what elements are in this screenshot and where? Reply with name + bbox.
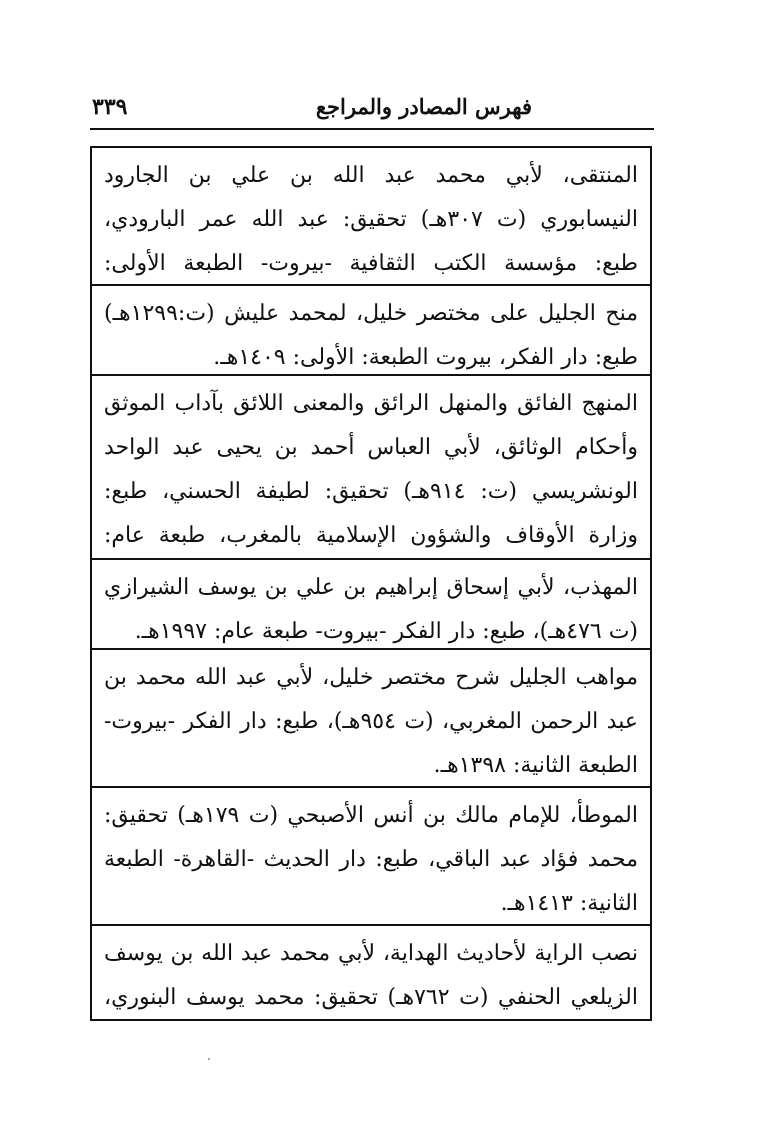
page-title: فهرس المصادر والمراجع — [315, 94, 532, 119]
bibliography-entry: المنهج الفائق والمنهل الرائق والمعنى اللائق بآداب الموثق وأحكام الوثائق، لأبي العباس أحمد بن يحيى عبد الواحد الونشريسي (ت: ٩١٤هـ) تحقيق: لطيفة الحسني، طبع: وزارة الأوقاف والشؤون الإسلامية بالمغرب، طبعة عام: — [92, 376, 650, 560]
page-number: ٣٣٩ — [92, 94, 128, 120]
bibliography-entry: المهذب، لأبي إسحاق إبراهيم بن علي بن يوسف الشيرازي (ت ٤٧٦هـ)، طبع: دار الفكر -بيروت- طبعة عام: ١٩٩٧هـ. — [92, 560, 650, 650]
bibliography-entry: الموطأ، للإمام مالك بن أنس الأصبحي (ت ١٧٩هـ) تحقيق: محمد فؤاد عبد الباقي، طبع: دار الحديث -القاهرة- الطبعة الثانية: ١٤١٣هـ. — [92, 788, 650, 926]
header-divider — [90, 128, 654, 130]
bibliography-entry: نصب الراية لأحاديث الهداية، لأبي محمد عبد الله بن يوسف الزيلعي الحنفي (ت ٧٦٢هـ) تحقيق: محمد يوسف البنوري، — [104, 941, 638, 1010]
page-header — [92, 92, 652, 126]
bibliography-table — [90, 146, 652, 1021]
scan-speck — [208, 1058, 210, 1060]
bibliography-entry: مواهب الجليل شرح مختصر خليل، لأبي عبد الله محمد بن عبد الرحمن المغربي، (ت ٩٥٤هـ)، طبع: دار الفكر -بيروت- الطبعة الثانية: ١٣٩٨هـ. — [92, 650, 650, 788]
bibliography-entry: المنتقى، لأبي محمد عبد الله بن علي بن الجارود النيسابوري (ت ٣٠٧هـ) تحقيق: عبد الله عمر البارودي، طبع: مؤسسة الكتب الثقافية -بيروت- الطبعة الأولى: — [92, 148, 650, 286]
bibliography-entry: منح الجليل على مختصر خليل، لمحمد عليش (ت:١٢٩٩هـ) طبع: دار الفكر، بيروت الطبعة: الأولى: ١٤٠٩هـ. — [92, 286, 650, 376]
